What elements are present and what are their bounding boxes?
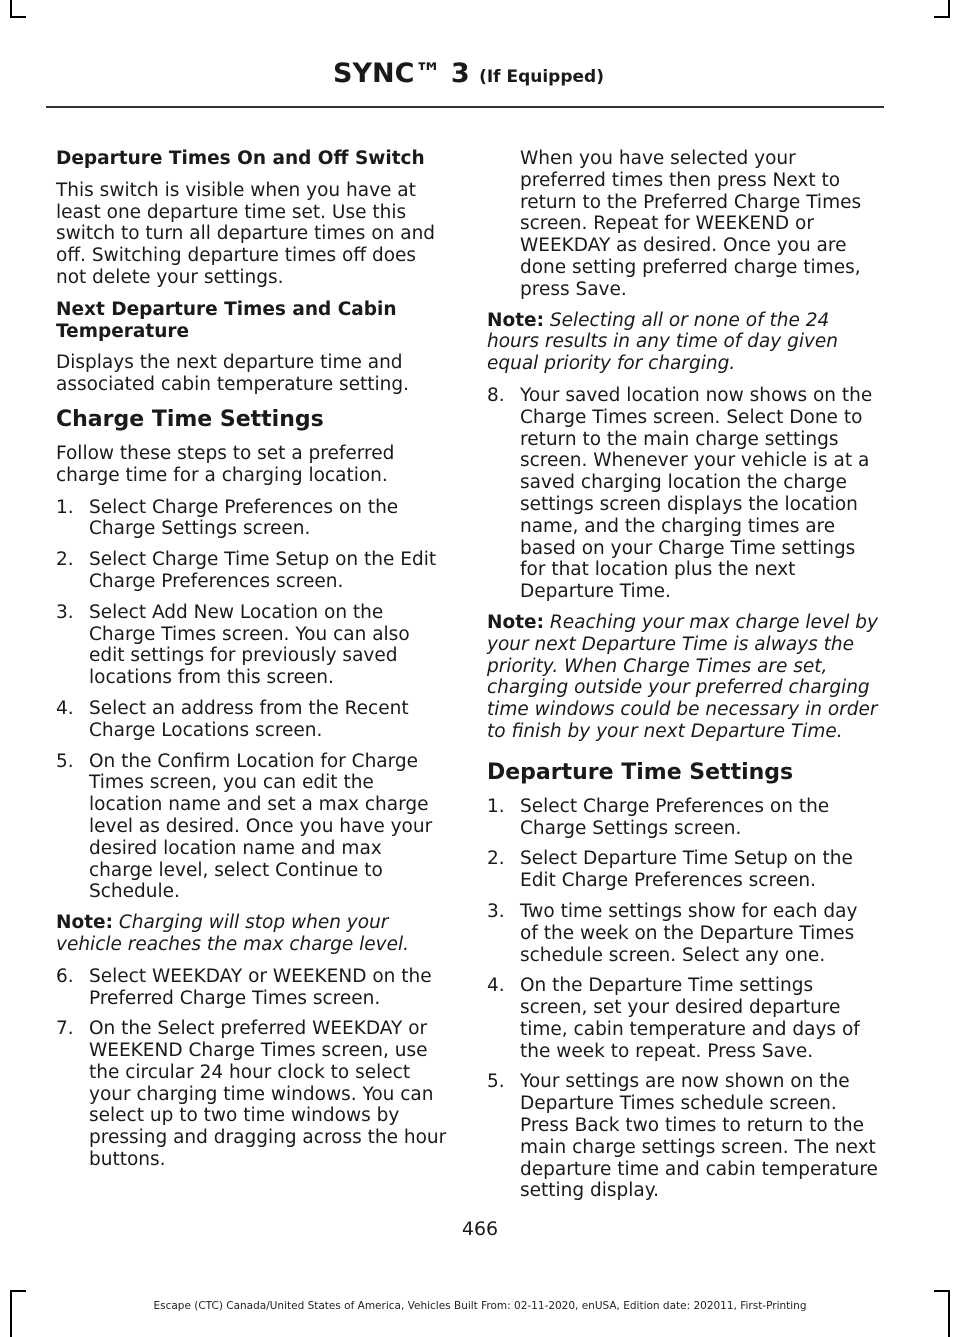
note (487, 310, 881, 375)
note-label: Note: (487, 309, 544, 331)
crop-mark (10, 16, 26, 18)
step-number: 1. (56, 496, 74, 518)
step-text: Your settings are now shown on the Departure Times schedule screen. Press Back two times to return to the main charge settings screen. The next departure time and cabin temperature setting display. (520, 1071, 878, 1202)
crop-mark (934, 1290, 950, 1292)
step-text: On the Departure Time settings screen, set your desired departure time, cabin temperature and days of the week to repeat. Press Save. (520, 975, 860, 1062)
step-text: Select Charge Time Setup on the Edit Charge Preferences screen. (89, 549, 437, 592)
section-heading: Charge Time Settings (56, 406, 324, 432)
list-item (56, 751, 450, 904)
header-subtitle: (If Equipped) (479, 67, 604, 87)
note (487, 612, 881, 743)
footer-text: Escape (CTC) Canada/United States of America, Vehicles Built From: 02-11-2020, enUSA, Edition date: 202011, First-Printing (153, 1300, 807, 1312)
crop-mark (10, 1290, 12, 1337)
step-text: On the Select preferred WEEKDAY or WEEKEND Charge Times screen, use the circular 24 hour clock to select your charging time windows. You can select up to two time windows by pressing and dragging across the hour buttons. (89, 1018, 447, 1171)
step-number: 5. (56, 750, 74, 772)
note-label: Note: (56, 912, 113, 934)
step-continuation: When you have selected your preferred times then press Next to return to the Preferred Charge Times screen. Repeat for WEEKEND or WEEKDAY as desired. Once you are done setting preferred charge times, press Save. (520, 148, 862, 300)
step-text: Select Add New Location on the Charge Times screen. You can also edit settings for previously saved locations from this screen. (89, 601, 410, 689)
list-item (56, 1018, 450, 1171)
list-item (56, 698, 450, 742)
step-number: 2. (56, 549, 74, 571)
list-item (56, 497, 450, 541)
step-number: 1. (487, 795, 505, 817)
paragraph: Follow these steps to set a preferred charge time for a charging location. (56, 442, 395, 486)
header-title: SYNC™ 3 (333, 58, 470, 89)
step-text: On the Confirm Location for Charge Times screen, you can edit the location name and set a max charge level as desired. Once you have your desired location name and max charge level, select Continue to Schedule. (89, 750, 433, 903)
step-text: Your saved location now shows on the Charge Times screen. Select Done to return to the main charge settings screen. Whenever your vehicle is at a saved charging location the charge settings screen displays the location name, and the charging times are based on your Charge Time settings for that location plus the next Departure Time. (520, 384, 873, 603)
header-divider (46, 106, 884, 108)
page-header (333, 58, 604, 89)
steps-list (56, 966, 450, 1171)
step-number: 7. (56, 1018, 74, 1040)
list-item (487, 1071, 881, 1202)
step-text: Select Charge Preferences on the Charge Settings screen. (89, 496, 399, 540)
step-number: 3. (487, 900, 505, 922)
crop-mark (934, 16, 950, 18)
note-text: Selecting all or none of the 24 hours results in any time of day given equal priority for charging. (487, 309, 839, 375)
step-text: Select Charge Preferences on the Charge Settings screen. (520, 795, 830, 839)
note-text: Reaching your max charge level by your next Departure Time is always the priority. When Charge Times are set, charging outside your preferred charging time windows could be necessary in order to finish by your next Departure Time. (487, 611, 878, 742)
section-heading: Departure Time Settings (487, 759, 794, 785)
page-number: 466 (461, 1218, 499, 1240)
step-number: 4. (56, 697, 74, 719)
list-item (487, 796, 881, 840)
crop-mark (948, 1290, 950, 1337)
steps-list (487, 385, 881, 603)
note (56, 912, 450, 956)
step-text: Select Departure Time Setup on the Edit Charge Preferences screen. (520, 848, 853, 892)
step-text: Two time settings show for each day of the week on the Departure Times schedule screen. Select any one. (520, 900, 858, 966)
list-item (56, 549, 450, 593)
steps-list (56, 497, 450, 904)
step-number: 8. (487, 384, 505, 406)
step-number: 2. (487, 848, 505, 870)
note-text: Charging will stop when your vehicle reaches the max charge level. (56, 912, 410, 955)
step-number: 6. (56, 965, 74, 987)
note-label: Note: (487, 611, 544, 633)
list-item (487, 975, 881, 1062)
left-column (56, 148, 450, 1180)
list-item (487, 385, 881, 603)
list-item (487, 901, 881, 966)
paragraph: This switch is visible when you have at least one departure time set. Use this switch to turn all departure times on and off. Switching departure times off does not delete your settings. (56, 179, 436, 288)
list-item (56, 966, 450, 1010)
subheading: Next Departure Times and Cabin Temperature (56, 298, 397, 342)
step-number: 4. (487, 975, 505, 997)
crop-mark (10, 1290, 26, 1292)
step-text: Select WEEKDAY or WEEKEND on the Preferred Charge Times screen. (89, 965, 432, 1009)
step-number: 5. (487, 1071, 505, 1093)
right-column (487, 148, 881, 1211)
list-item (56, 602, 450, 689)
paragraph: Displays the next departure time and associated cabin temperature setting. (56, 352, 410, 396)
step-text: Select an address from the Recent Charge Locations screen. (89, 697, 409, 741)
subheading: Departure Times On and Off Switch (56, 148, 425, 169)
list-item (487, 848, 881, 892)
steps-list (487, 796, 881, 1203)
step-number: 3. (56, 601, 74, 623)
